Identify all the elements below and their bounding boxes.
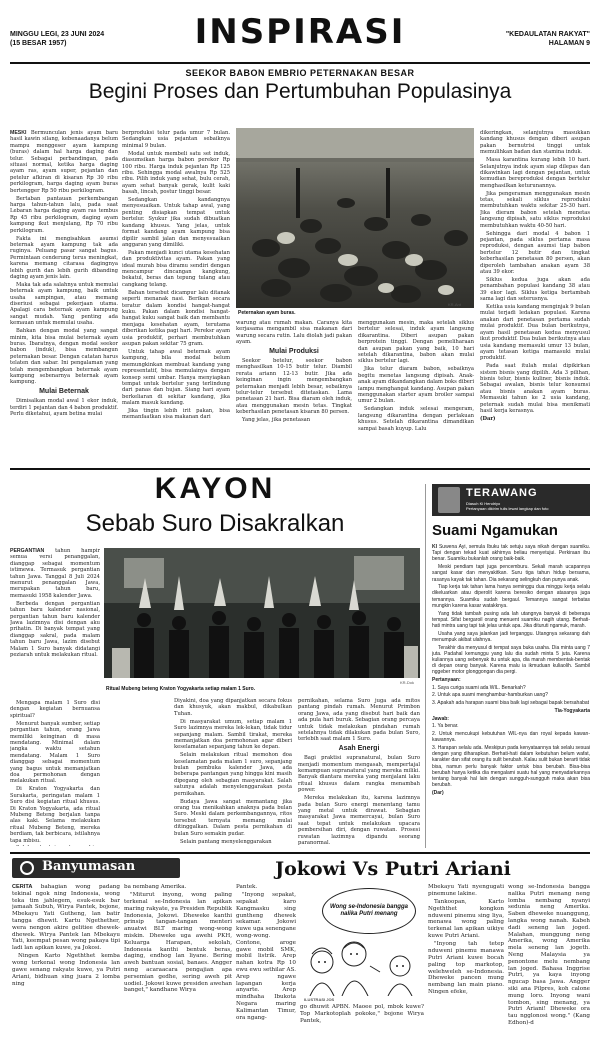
article1-text: Jika tingin lebih irit pakan, bisa memanfaatkan sisa makanan dari — [122, 408, 230, 421]
kayon-column-mid — [104, 698, 170, 848]
article1-signoff: (Dar) — [480, 415, 496, 422]
terawang-answer: 1. Ya benar. — [432, 723, 459, 730]
banyumasan-column-6 — [508, 884, 590, 1044]
article1-text: Fakta ini mengisahkan asumsi beternak ayam kampung tak ada ruginya. Peluang pasar sangat bagus. Permintaan cenderung terus meningkat, karena memang citarasa dagingnya lebih gurih dan lebih gurih dibanding daging ayam jenis lain. — [10, 235, 118, 280]
article1-text: Yang jelas, jika penetasan — [242, 417, 311, 424]
kayon-column-2 — [174, 698, 292, 848]
article1-text: Seekor betelur, seekor babon menghasilkan 10-15 butir telur. Diambil rerata ariann 12-13 butir. Jika ada keinginan ingin mengembangkan peternakan menjadi lebih besar, sebaiknya telur-telur tersebut ditetaskan. Lama penetasan 21 hari. Bisa diaram oleh induk, atau menggunakan mesin tetas. Tingkat keberhasilan penetasan kisaran 80 persen. — [236, 358, 352, 416]
article1-subheading: Mulai Beternak — [39, 387, 89, 395]
terawang-text: Usaha yang saya jalankan jadi terganggu. Utangnya sekarang dah menumpuk akibat ulahnya. — [432, 630, 590, 643]
article1-text: berproduksi telur pada umur 7 bulan. Sedangkan usia pejantan sebaiknya minimal 9 bulan. — [122, 130, 230, 149]
terawang-text: Tiap kerja tak tahan lama hanya seminggu dua minggu kerja selalu dikeluarkan atau diperolit karena beresiko dengan atasanya juga temannya. Suamiku sudah bergaul. Temannya sangat terbatas mungkin karena kasar watakknya. — [432, 584, 590, 609]
article1-kicker: SEEKOR BABON EMBRIO PETERNAKAN BESAR — [185, 68, 415, 78]
page-number: HALAMAN 9 — [548, 40, 590, 47]
terawang-signoff: (Dar) — [432, 789, 444, 796]
article1-text: Bahan tersebut dicampur lalu ditanak seperti menanak nasi. Berikan secara teratur dalam kondisi hangat-hangat kuku. Pakan dalam kondisi hangat-hangat kuku sangat baik dan membantu menjaga kesehatan ayam, terutama diberikan ketika pagi hari. Pereksr ayam usia produktif, perhari membutuhkan asupan pakan sekitar 75 gram. — [122, 289, 230, 347]
ritual-photo — [104, 548, 420, 678]
article1-text: Sedangkan kandangnya menyesuaikan. Untuk tahap awal, yang penting disiapkan tempat untuk bertelur. Syukur jika sudah dibuatkan kandang khusus. Yang jelas, untuk format kandang ayam kampung bisa dipilir sambil jalan dan menyesuaikan anggaran yang dimiliki. — [122, 197, 230, 248]
page-title: INSPIRASI — [194, 12, 406, 52]
article1-text: Pada saat itulah mulai dipikirkan sistem bisnis yang dipilih. Ada 3 pilihan, bisnis telur, bisnis kuliner, bisnis induk. Sebagai awalan, bisnis telur konsumsi atau bisnis anakan ayam buras. Memasuki tahun ke 2 usia kandang, peternak sudah mulai bisa menikmati hasil kerja kerasnya. — [480, 363, 590, 415]
article1-text: warung atau rumah makan. Caranya kita kerjasama mengambil sisa makanan dari warung secara rutin. Lalu diolah jadi pakan ayam. — [236, 320, 352, 346]
article1-text: Siklus kedua juga akan ada penambahan populasi kandang 38 atau 39 ekor lagi. Siklus ketiga bertambah sama lagi dan seterusnya. — [480, 276, 590, 303]
kayon-text — [10, 845, 100, 846]
terawang-text: Terakhir dia menyusul di tempat saya buka usaha. Dia minta uang 7 juta. Padahal kemunggu yang lalu dia sudah minta 5 juta. Karena kuliannya uang sebenyak itu untuk apa, dia marah membentak-bentak di depan orang banyak. Karena malu ia ikmuduan kuliaolih. Sambil nggeber motor glonggongan dia pergi. — [432, 644, 590, 676]
banyumasan-text: Mbekayu Yati nyengugati pinemune lakine. — [428, 884, 504, 897]
article1-text: Ketika usia kandang menginjak 9 bulan mulai terjadi ledakan populasi. Karena anakan dari penetasan pertama sudah mulai produktif. Dua bulan berikutnya, ayam hasil penetasan kedua menyusul ikut produktif. Dua bulan berikutnya atau usia kandang memasuki umur 13 bulan, ayam tetasan ketiga mamasuki mulai produktif. — [480, 304, 590, 362]
banyumasan-lead-word: CERITA — [12, 884, 33, 890]
banyumasan-text: Ningen Karto Ngeththet kemba wong terkenal wong Indonesia lan gawe senang rakyate kuwe, ya Putri Ariani, bidhuan sing juara 2 lomba ning — [12, 953, 120, 987]
article1-text: Untuk tahap awal beternak ayam kampung, bila modal belum memungkinkan membuat kandang yang representatif, bisa memulainya dengan konsep semi umbar. Hanya menyiapkan tempat untuk bertelur yang terlindung dari panas dan hujan. Siang hari ayam berkeliaran di sekitar kandang, jika malam masuk kandang. — [122, 348, 230, 407]
article1-text: Jika telur diaram babon, sebaiknya begitu menetas langsung dipisah. Anak-anak ayam dikandangkan dalam boks diberi lampu menghangat kandang. Asupan pakan menggunakan starter ayam broiler sampai umur 2 bulan. — [358, 366, 474, 405]
masthead-right — [506, 30, 590, 48]
terawang-title: TERAWANG — [466, 487, 538, 499]
banyumasan-text: wong se-Indonesia bangga nalika Putri menang neng lomba nembang nyanyi sedunia neng Amerika. Saben dheweke nuanggung, langka wong nanah. Kabeh dadi seneng lan joged. Malahan, munggung neng Amerika, wong Amerika mela seneng lan jogeth. Neng Malaysia ya penontone melu nembang lan joged. Bahasa Inggrise Putri, ya kaya inyong ngucap basa Jawa. Angger siki ana Pilpres, koh calone mung loro. Inyong wani tombon, sing menang, ya Putri Ariani! Dheweke ora tau ngglonosi wong." (Kang Edhon)-d — [508, 884, 590, 1026]
banyumasan-column-2 — [124, 884, 232, 1044]
date-line-1: MINGGU LEGI, 23 JUNI 2024 — [10, 31, 105, 38]
terawang-question: 2. Untuk apa suami menghambur-hamburkan uang? — [432, 692, 548, 699]
article1-column-3 — [236, 320, 352, 463]
section-divider — [10, 468, 590, 470]
article1-text: Modal untuk membeli satu set induk, diasumsikan harga babon perekor Rp 100 ribu. Harga induk pejantan Rp 125 ribu. Sehingga modal awalnya Rp 525 ribu. Pilih induk yang sehat, bulu cerah, ayam sehat banyak gerak, kulit kaki basah, lincah, postur tinggi besar. — [122, 150, 230, 196]
terawang-lead-paragraph — [432, 544, 590, 563]
banyumasan-text: "Inyong tah tetep nduweni pinemu manawa Putri Ariani kuwe bocah paling top markotop, welehweleh se-Indonesia. Dheweke pancen mung nembang lan main piano. Ningen efeke, — [428, 941, 504, 995]
banyumasan-column-3 — [236, 884, 296, 1044]
kayon-column-3 — [298, 698, 420, 848]
terawang-answer: 3. Harapan selalu ada. Meskipun pada kenyataannya tak selalu sesuai dengan yang diharapkan. Berhati-hati dalam kebutuhan belum wafat, karakter dan sifat orang itu sulit berubah. Kalau sulit bukan berarti tidak bisa, namun perlu banyak faktor untuk bisa berubah. Bisa-bisa berubah hanya ketika dia mengalami suatu hal yang menyadarkannya tentang banyak hal lain dengan sungguh-sungguh maka akan bisa berubah. — [432, 744, 590, 789]
banyumasan-title: Banyumasan — [42, 859, 136, 874]
newspaper-slogan: "KEDAULATAN RAKYAT" — [505, 31, 590, 38]
article1-headline: Begini Proses dan Pertumbuhan Populasinya — [88, 80, 512, 103]
article1-photo-credit: KR-Ant — [448, 302, 461, 307]
banyumasan-text: Pantek. — [236, 884, 258, 890]
terawang-sender: Tia-Yogyakarta — [554, 707, 590, 714]
kayon-lead-paragraph — [10, 548, 100, 599]
chicken-farm-photo — [236, 128, 474, 308]
banyumasan-lead-paragraph — [12, 884, 120, 952]
terawang-text: Meski pendiam tapi juga pencemburu. Sekali marah ucapannya sangat kasar dan menyakitkan. Suru tiga tahun hidup bersama, rasanya kayak tak tahan. Dia sekarang selingkuh dan punya anak. — [432, 564, 590, 583]
terawang-badge — [432, 484, 590, 516]
kayon-lead-word: PERGANTIAN — [10, 548, 45, 554]
columnist-avatar — [438, 487, 460, 513]
article1-column-4 — [358, 320, 474, 463]
kayon-text: Diyakini, doa yang dipanjatkan secara fokus dan khusyuk, akan makbul, dikabulkan Tuhan. — [174, 698, 292, 717]
banyumasan-text: bahagian wong padang tekinal ngok ning Indonesia, wong teka tim jahlegem, esuk-esuk bar jamaah Subuh, Wirya Pantek, bojone, Mbekayu Yati Gutheng, lan batir tangga dhewit. Kartu Ngethether, wera nengon akire gelitiee dhewek-dhewek. Wirya Pantek lan Mbekayu Yati, keempat pesan wong pakaya tipi ladi lan apikan kuwe, ya Jokosi. — [12, 884, 120, 952]
terawang-info-1: Diasuh Ki Hendriyo — [466, 501, 501, 506]
article1-lead-paragraph — [10, 130, 118, 194]
article1-text: Jika pengeraman menggunakan mesin tetas, sekali siklus reproduksi membutuhkan waktu sekitar 25-30 hari. Jika dieram babon setelah menetas langsung dipisah, satu siklus reproduksi membutuhkan waktu 40-50 hari. — [480, 190, 590, 229]
terawang-text: Suwena Ayi, semula Ibuku tak setuju saya nikah dengan suamiku. Tapi dengan tekad kuat akhirnya beliau menyetujui. Perkiraan ibu benar. Suamiku bukanlah orang baik-baik. — [432, 544, 590, 563]
article1-text: Bahkan dengan modal yang sangat minim, kita bisa mulai beternak ayam buras. Ibaratnya, dengan modal seekor babon (induk), bisa membangun peternakan besar. Dengan catatan harus telaten dan sabar. Ini pengalaman yang telah mengembangkan beternak ayam kampung sebenarnya beternak ayam kampung. — [10, 328, 118, 386]
article1-text: Bermunculan jenis ayam baru hasil kawin silang, kebenaadanya belum mampu menggeser ayam kampung (buras) dalam hal harga daging dan telur. Sebagai perbandingan, pada situasi normal, ketika harga daging ayam ras, ayam super, pejantan dan petelur afkiran di kisaran Rp 30 ribu perkilogram, harga daging ayam buras bertengger Rp 50 ribu perkilogram. — [10, 130, 118, 194]
article1-subheading: Mulai Produksi — [269, 347, 319, 355]
terawang-question: 1. Saya curiga suami ada WIL. Benarkah? — [432, 684, 526, 691]
article1-text: dikeringkan, selanjutnya masukkan kandang khusus dengan diberi asupan pakan bernutrisi tinggi untuk memulihkan badan dan stamina induk. — [480, 130, 590, 156]
banyumasan-text: go dhuwit APBN. Maoee pol, mbok kuwe? Top Markotoplah pokoke," bojone Wirya Pantek, — [300, 1004, 424, 1024]
kayon-text: Budaya Jawa sangat memantang jika orang tua menikahkan anaknya pada bulan Suro. Meski dalam perkembangannya, ritos tersebut ternyata memang mulai ditinggalkan. Dalam pesta pernikahan di bulan Suro semakin pudar. — [174, 798, 292, 837]
kayon-subheading: Asah Energi — [338, 744, 380, 752]
kayon-text: pernikahan, selama Suro juga ada mitos pantang pindah rumah. Menurut Primbon orang Jawa, ada yang disebut hari baik dan ada pula hari buruk. Sebagian orang percaya untuk tidak melakukan pindahan rumah setelahnya tidak dilakukan pada bulan Suro, terlebih saat malam 1 Suro. — [298, 698, 420, 743]
article1-photo-caption: Peternakan ayam buras. — [238, 310, 296, 316]
kayon-section-title: KAYON — [154, 472, 276, 505]
masthead — [10, 8, 590, 64]
banyumasan-badge — [12, 858, 180, 878]
banyumasan-text: ba nembang Amerika. — [124, 884, 187, 890]
speech-bubble: Wong se-Indonesia bangga nalika Putri menang — [322, 888, 416, 934]
kayon-text: tahun hampir semua versi penanggalan, dianggap sebagai momentum istimewa. Termasuk pergantian tahun Jawa. Tanggal 8 Juli 2024 menurut penanggalan Jawa, merupakan tahun baru, memasuki 1958 kalender Jawa. — [10, 548, 100, 599]
article1-text: Bertaban pantauan perkembangan harga tahun-tahun lalu, pada saat Lebaran harga daging ayam ras tembus Rp 45 ribu perkilogram, daging ayam kampung ikut menjulang, Rp 70 ribu perkilogram. — [10, 195, 118, 234]
kayon-text: Menurut banyak sumber, setiap pergantian tahun, orang Jawa memiliki keinginan di masa mendatang. Minimal dalam jangka waktu setahun mendatang. Malam 1 Suro dianggap sebagai momentum yang bagus untuk memanjatkan doa permohonan dengan melakukan ritual. — [10, 720, 100, 785]
kayon-photo-credit: KR-Dok — [400, 680, 415, 685]
kayon-headline: Sebab Suro Disakralkan — [85, 510, 345, 537]
article1-text: menggunakan mesin, maka setelah siklus bertelur selesai, induk ayam langsung dikarantina. Diberi asupan pakan berprotein tinggi. Dengan pemeliharaan dan asupan pakan yang baik, 10 hari setelah dikarantina, babon akan mulai siklus bertelur lagi. — [358, 320, 474, 365]
article1-text: Sedangkan induk selesai mengeram, langsung dikarantina dengan perlakuan khusus. Setelah dikarantina dimandikan sampai basah kuyup. Lalu — [358, 406, 474, 432]
kayon-photo-caption: Ritual Mubeng beteng Kraton Yogyakarta setiap malam 1 Suro. — [106, 686, 256, 692]
article1-column-5 — [480, 130, 590, 463]
banyumasan-text: "Inyong sepakat, sepakat karo Kangmasku sing guntheng dhewek sekamar. Jokowi kuwe uga senengane wong-wong. Contone, aroge gawe mobil SMK, mobil listrik. Arep nahan kotra Rp 10 ewu ewu sethilar AS. Arep ngawe lapangan kerja anyarte. Arep mindhaha Ibukota Negara maring Kalimantan Timur, ora ngang- — [236, 892, 296, 1021]
article1-text: Maka tak ada salahnya untuk memulai beternak ayam kampung, baik untuk usaha sampingan, atau memang diseriusi sebagai pekerjaan utama. Apalagi cara beternak ayam kampung sangat mudah. Yang penting ada kemauan untuk memulai usaha. — [10, 281, 118, 327]
terawang-lead-word: KI — [432, 544, 437, 550]
article1-text: Dimisalkan modal awal 1 ekor induk, terdiri 1 pejantan dan 4 babon produktif. Perlu diketahui, ayam betina mulai — [10, 398, 118, 418]
chicken-farm-image — [236, 128, 474, 308]
terawang-text: Yang tidak tambah pusing ada lah utangnya banyak di beberapa tempat. Sifat bergaroil orang menuent suamiku nagih utang. Berhati-hati mintra uang tapi tak jelas untuk apa. Jika dituruti ngamuk, marah. — [432, 610, 590, 629]
kayon-text: Selain melakukan ritual memohon doa keselamatan pada malam 1 suro, sepanjang bulan pembuka kalender Jawa, ada beberapa pantangan yang hingga kini masih dipegang oleh sebagian masyarakat. Salah satunya adalah menyelenggarakan pesta pernikahan. — [174, 752, 292, 797]
banyumasan-column-4 — [300, 1004, 424, 1044]
terawang-column — [432, 544, 590, 848]
section-divider-2 — [10, 852, 590, 854]
kayon-text: Mereka melakukan itu, karena lazimnya pada bulan Suro energi menentang tamu yang metal untuk dirawat. Sebagian masyarakat Jawa memercayai, bulan Suro saat tepat untuk melakukan upacara pembersihan diri, dengan ruwatan. Prosesi ruwatan lazimnya dipandu seorang paranormal. — [298, 795, 420, 847]
banyumasan-text: Tankoopan, Karto Ngeththet kongkon nduweni pinemu sing liya, menawa wong paling terkenal lan apikan uikiye kuwe Putri Ariani. — [428, 899, 504, 940]
terawang-answer: 2. Untuk mencukupi kebutuhan WIL-nya dan royal kepada kawan-kawannya. — [432, 730, 590, 744]
kayon-text: Mengapa malam 1 Suro disi dengan kegiatan bernuansa spiritual? — [10, 700, 100, 719]
mubeng-beteng-image — [104, 548, 420, 678]
kayon-column-1b — [10, 700, 100, 846]
terawang-answer-heading: Jawab: — [432, 715, 449, 722]
kayon-text: Di Kraton Yogyakarta dan Surakarta, peringatan malam 1 Suro disi kegiatan ritual khusus. Di Kraton Yogyakarta, ada ritual Mubeng Beteng berjalan tanpa alas kaki. Selama melakukan ritual Mubeng Beteng, mereka berdiam, tak berbicara, istilahnya tapa mbisu. — [10, 786, 100, 844]
illustration-credit: ILUSTRASI JOS — [304, 997, 335, 1002]
kayon-text: Bagi praktisi supranatural, bulan Suro menjadi momentum mengasah, mempertajal kemampuan supranatural yang mereka miliki. Banyak diantara mereka yang menjalani laku ritual khusus dalam rangka menambah power. — [298, 755, 420, 794]
article1-text: Pakan menjadi kunci utama kesehatan dan produktivitas ayam. Pakan yang ideal murah bisa diramu sendiri dengan mencampur dincangan kangkung, bekatul, beras dan tepung tulang atau cangkang telang. — [122, 249, 230, 288]
banyumasan-text: "Miturut inyong, wong paling terkenal se-Indonesia lan apikan maring rakyate, ya Presiden Republik Indonesia, Jokowi. Dheweke kanthi prinsip tangan-tangan menteri anuatwi BLT maring wong-wong miskin. Dheweke uga awehi PKH, Keluarga Harapan, sekolah, Indonesia kanthi bentuk beras, daging, endhog lan liyane. Bering aweh bantuan sosial, banaes. Angger neng acaraacara pengajian apa persemian gedhe, sering aweh pit uodiel. Jokowi kuwe presiden awehan banget," kandhane Wirya — [124, 892, 232, 994]
kayon-text: Berbeda dengan pergantian tahun baru kalender nasional, pergantian tahun baru kalender Jawa lazimnya disi dengan aku prihatin. Di banyak tempat yang dianggap sakral, pada malam tahun baru Jawa, lazim disebut Malam 1 Suro banyak didatangi peziarah untuk melakukan ritual. — [10, 600, 100, 658]
banyumasan-column-5 — [428, 884, 504, 1044]
banyumasan-headline: Jokowi Vs Putri Ariani — [275, 858, 511, 880]
terawang-question: 3. Apakah ada harapan suami bisa baik lagi sebagai bapak bersahabat — [432, 700, 590, 707]
terawang-question-heading: Pertanyaan: — [432, 677, 461, 684]
kayon-text: Selain pantang menyelenggarakan — [180, 838, 272, 845]
terawang-headline: Suami Ngamukan — [432, 522, 558, 539]
date-line-2: (15 BESAR 1957) — [10, 40, 67, 47]
article1-column-1 — [10, 130, 118, 463]
terawang-divider — [425, 484, 426, 848]
banyumasan-column-1 — [12, 884, 120, 1044]
article1-column-2 — [122, 130, 230, 463]
kayon-text: Di masyarakat umum, setiap malam 1 Suro lazimnya mereka lek-lekan, tidak tidur sepanjang malam. Sambil tirakat, mereka memanjatkan doa permohonan agar diberi keselamatan sepanjang tahun ke depan. — [174, 718, 292, 751]
article1-text: Masa karantina kurang lebih 10 hari. Selanjutnya induk ayam siap dilepas dan dikawinkan lagi dengan pejantan, untuk kemudian bereproduksi dengan bertelur menghasilkan keturunannya. — [480, 157, 590, 189]
circle-icon — [20, 861, 34, 875]
article1-text: Sehingga dari modal 4 babon 1 pejantan, pada siklus pertama masa reproduksi, dengan asumsi tiap babon bertelur 12 butir dan tingkat keberhasilan penetasan 80 persen, akan diperoleh tambahan anakan ayam 38 atau 39 ekor. — [480, 230, 590, 276]
article1-lead-word: MESKI — [10, 130, 27, 136]
terawang-info — [466, 501, 586, 511]
terawang-info-2: Pertanyaan dikirim tulis lewat langkap dan foto — [466, 506, 549, 511]
